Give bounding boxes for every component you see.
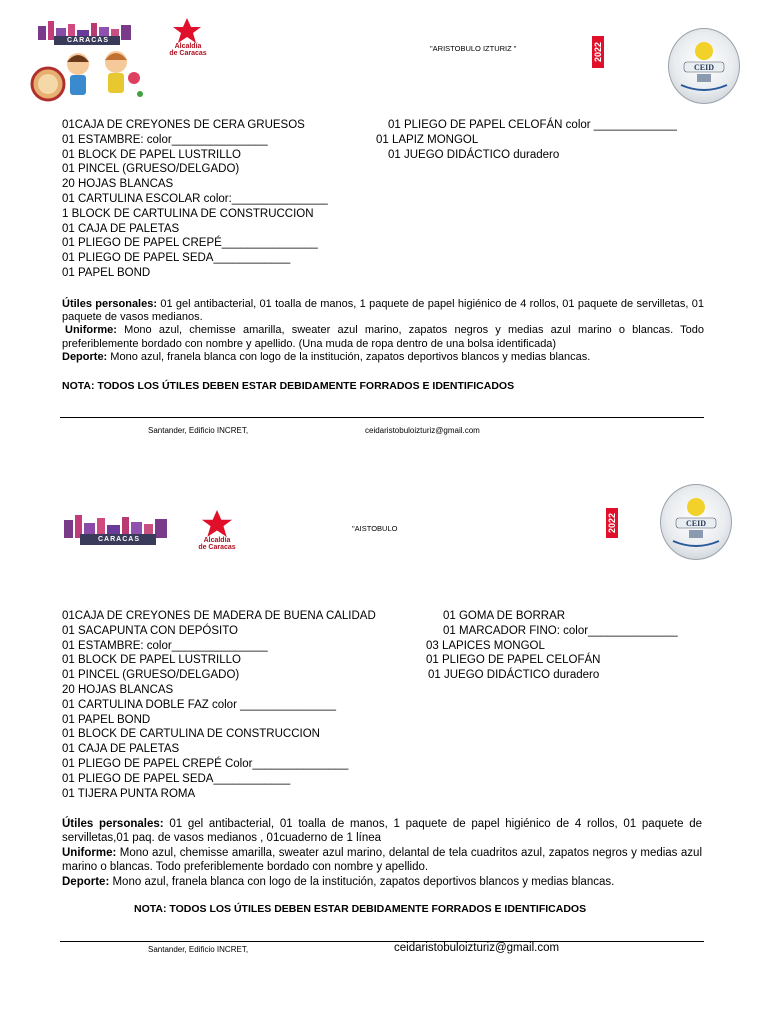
list-item: 01 CAJA DE PALETAS [62, 743, 180, 756]
alcaldia-logo [186, 510, 248, 551]
list-item: 20 HOJAS BLANCAS [62, 178, 174, 191]
alcaldia-line2: de Caracas [169, 50, 207, 57]
list-item: 03 LAPICES MONGOL [426, 639, 545, 652]
list-item: 01 SACAPUNTA CON DEPÓSITO [62, 624, 238, 637]
kids-illustration [28, 48, 148, 104]
uniforme-label: Uniforme: [62, 846, 117, 859]
supplies-list-right [376, 118, 677, 162]
ceid-seal-logo [668, 28, 740, 104]
list-item: 1 BLOCK DE CARTULINA DE CONSTRUCCION [62, 207, 314, 220]
nota-warning: NOTA: TODOS LOS ÚTILES DEBEN ESTAR DEBIDAMENTE FORRADOS E IDENTIFICADOS [62, 380, 515, 392]
list-item: 01 CARTULINA DOBLE FAZ color _______________ [62, 698, 337, 711]
list-item: 01 BLOCK DE PAPEL LUSTRILLO [62, 148, 241, 161]
list-item: 01 CAJA DE PALETAS [62, 222, 180, 235]
utiles-label: Útiles personales: [62, 298, 158, 310]
list-item: 01CAJA DE CREYONES DE CERA GRUESOS [62, 119, 305, 131]
footer-email: ceidaristobuloizturiz@gmail.com [365, 426, 480, 435]
year-badge [592, 36, 604, 68]
alcaldia-logo [158, 18, 218, 57]
list-item: 01 PINCEL (GRUESO/DELGADO) [62, 163, 240, 176]
deporte-text: Mono azul, franela blanca con logo de la institución, zapatos deportivos blancos y medias blancas. [107, 350, 591, 363]
list-item: 01 BLOCK DE CARTULINA DE CONSTRUCCION [62, 728, 320, 741]
alcaldia-line1: Alcaldía [174, 43, 202, 50]
list-item: 01 PAPEL BOND [62, 713, 151, 726]
list-item: 01 TIJERA PUNTA ROMA [62, 787, 196, 800]
utiles-text: 01 gel antibacterial, 01 toalla de manos, 1 paquete de papel higiénico de 4 rollos, 01 paquete de servilletas,01 paq. de vasos medianos , 01cuaderno de 1 línea [62, 818, 702, 845]
deporte-label: Deporte: [62, 350, 108, 363]
caracas-logo [62, 512, 172, 546]
list-item: 01 ESTAMBRE: color_______________ [62, 639, 268, 652]
school-seal-icon [669, 29, 739, 103]
list-item: 01CAJA DE CREYONES DE MADERA DE BUENA CALIDAD [62, 610, 376, 622]
footer-address: Santander, Edificio INCRET, [148, 945, 249, 954]
caracas-logo [36, 18, 136, 46]
footer-address: Santander, Edificio INCRET, [148, 426, 249, 435]
list-item: 01 GOMA DE BORRAR [443, 610, 566, 622]
list-item: 01 ESTAMBRE: color_______________ [62, 133, 268, 146]
list-item: 01 JUEGO DIDÁCTICO duradero [428, 669, 600, 682]
utiles-label: Útiles personales: [62, 818, 164, 830]
school-seal-icon [661, 485, 731, 559]
year-text: 2022 [607, 512, 617, 534]
list-item: 01 PLIEGO DE PAPEL SEDA____________ [62, 772, 291, 785]
year-badge [606, 508, 618, 538]
uniforme [62, 846, 702, 875]
uniforme-text: Mono azul, chemisse amarilla, sweater azul marino, zapatos negros y medias azul marino o blancas. Todo preferiblemente bordado con nombre y apellido. (Una muda de ropa dentro de una bolsa identificada) [62, 324, 704, 350]
school-name: "AISTOBULO [352, 524, 398, 533]
list-item: 01 JUEGO DIDÁCTICO duradero [388, 148, 560, 161]
list-item: 01 MARCADOR FINO: color______________ [443, 624, 678, 637]
alcaldia-line1: Alcaldía [203, 537, 231, 544]
uniforme-label: Uniforme: [65, 324, 117, 337]
utiles-personales [62, 817, 702, 846]
footer-divider [60, 941, 704, 942]
footer-divider [60, 417, 704, 418]
uniforme [62, 324, 704, 350]
deporte [62, 875, 702, 889]
nota-warning: NOTA: TODOS LOS ÚTILES DEBEN ESTAR DEBIDAMENTE FORRADOS E IDENTIFICADOS [134, 903, 587, 915]
brand-caracas: CARACAS [88, 535, 150, 544]
uniforme-text: Mono azul, chemisse amarilla, sweater azul marino, delantal de tela cuadritos azul, zapatos negros y medias azul marino o blancas. Todo preferiblemente bordado con nombre y apellido. [62, 846, 702, 874]
notes-paragraph [62, 298, 704, 364]
list-item: 01 LAPIZ MONGOL [376, 133, 479, 146]
utiles-text: 01 gel antibacterial, 01 toalla de manos, 1 paquete de papel higiénico de 4 rollos, 01 paquete de servilletas, 01 paquete de vasos medianos. [62, 298, 704, 324]
supplies-list-left [62, 609, 376, 801]
school-name: "ARISTOBULO IZTURIZ " [430, 44, 517, 53]
children-playing-icon [28, 48, 148, 104]
brand-caracas: CARACAS [60, 36, 116, 45]
list-item: 01 PLIEGO DE PAPEL CELOFÁN color _____________ [388, 119, 677, 131]
list-item: 01 PLIEGO DE PAPEL SEDA____________ [62, 252, 291, 265]
svg-text:CEID: CEID [685, 519, 707, 528]
alcaldia-line2: de Caracas [198, 544, 236, 551]
list-item: 01 PINCEL (GRUESO/DELGADO) [62, 669, 240, 682]
deporte-text: Mono azul, franela blanca con logo de la institución, zapatos deportivos blancos y medias blancas. [109, 875, 615, 888]
list-item: 01 PAPEL BOND [62, 266, 151, 279]
svg-text:CEID: CEID [693, 63, 715, 72]
utiles-personales [62, 298, 704, 324]
ceid-seal-logo [660, 484, 732, 560]
list-item: 01 PLIEGO DE PAPEL CELOFÁN [426, 654, 601, 667]
year-text: 2022 [593, 41, 603, 63]
red-star-icon [198, 510, 236, 538]
deporte-label: Deporte: [62, 875, 110, 888]
red-star-icon [170, 18, 204, 44]
notes-paragraph [62, 817, 702, 889]
list-item: 20 HOJAS BLANCAS [62, 683, 174, 696]
supplies-list-left [62, 118, 328, 281]
list-item: 01 CARTULINA ESCOLAR color:_______________ [62, 192, 328, 205]
footer-email: ceidaristobuloizturiz@gmail.com [394, 942, 560, 954]
supplies-list-right [426, 609, 678, 683]
list-item: 01 BLOCK DE PAPEL LUSTRILLO [62, 654, 241, 667]
list-item: 01 PLIEGO DE PAPEL CREPÉ_______________ [62, 237, 318, 250]
list-item: 01 PLIEGO DE PAPEL CREPÉ Color_______________ [62, 757, 349, 770]
deporte [62, 351, 704, 364]
